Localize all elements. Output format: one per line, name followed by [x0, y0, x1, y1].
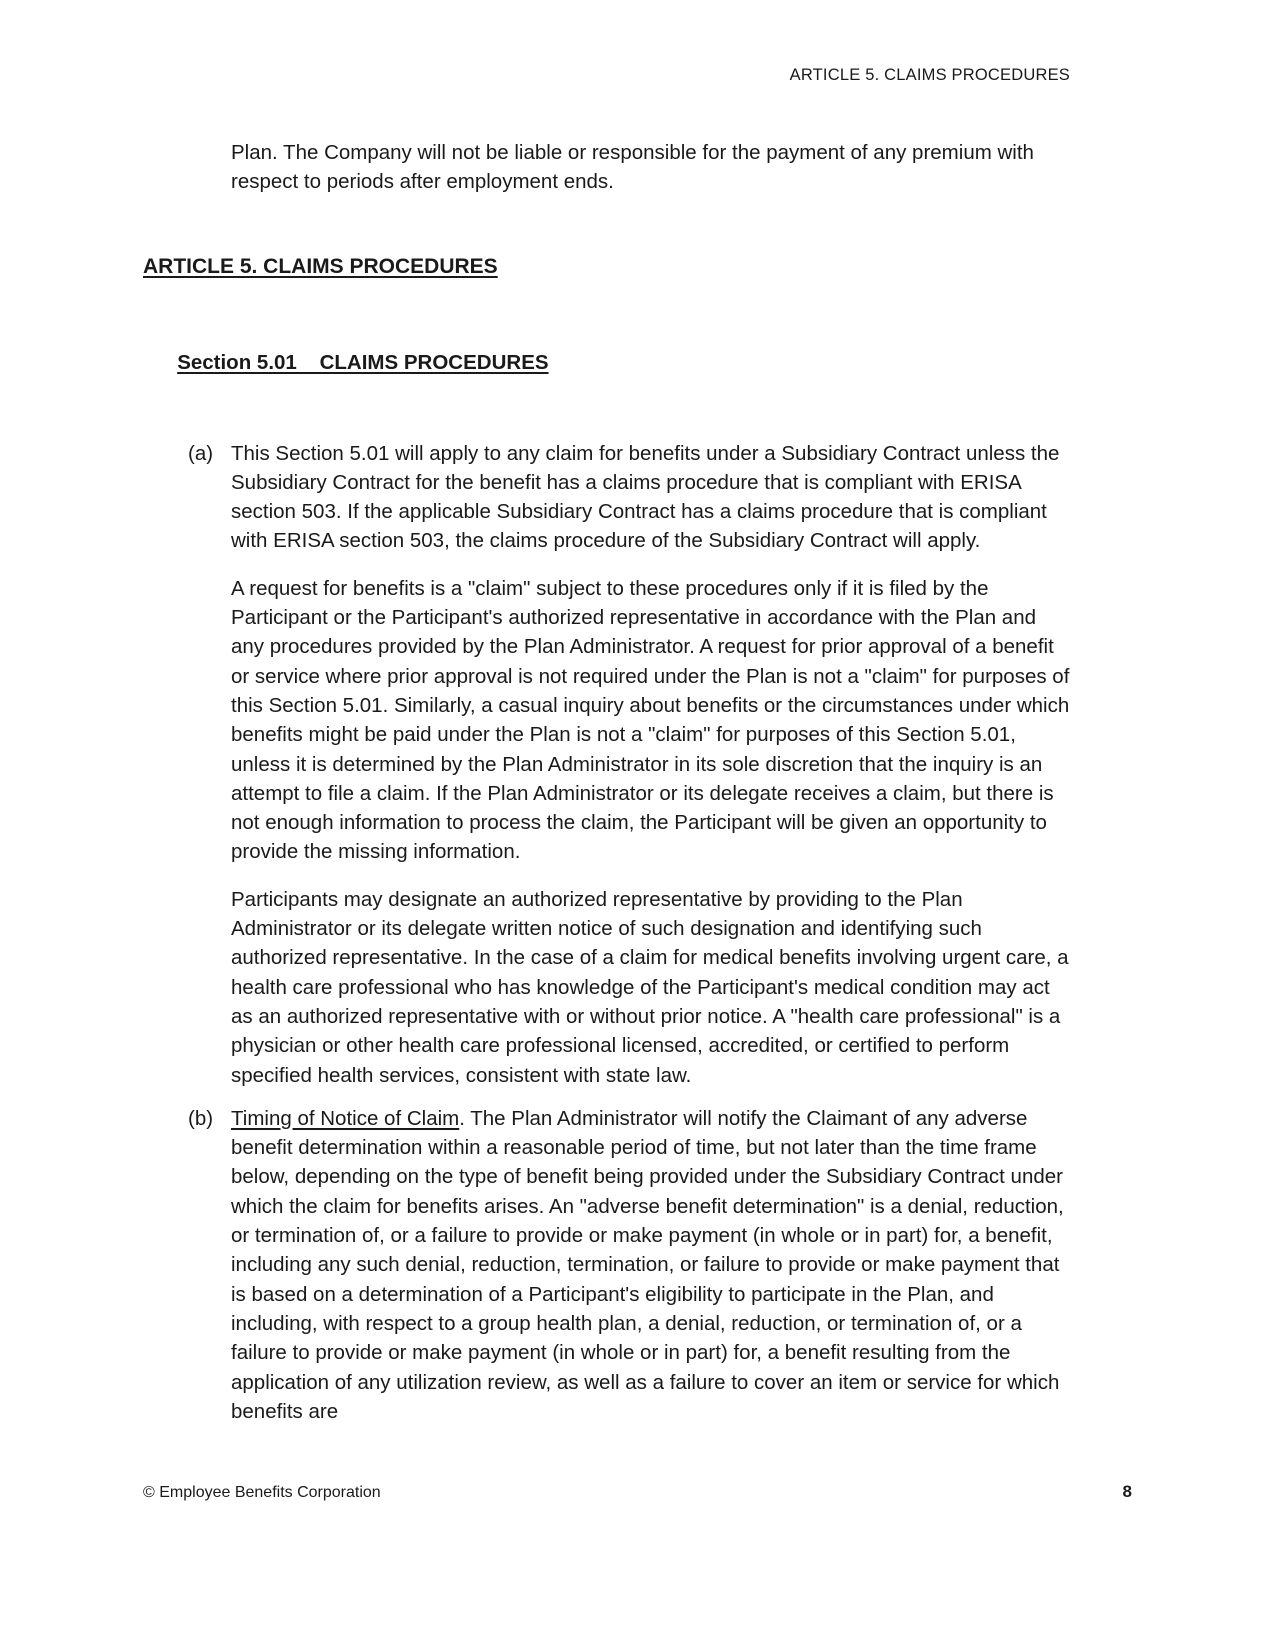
- list-gap: [143, 1090, 1073, 1104]
- section-heading-text: Section 5.01 CLAIMS PROCEDURES: [177, 350, 549, 374]
- footer-copyright: © Employee Benefits Corporation: [143, 1484, 381, 1501]
- lettered-list: [143, 439, 1073, 1427]
- paragraph: A request for benefits is a "claim" subject to these procedures only if it is filed by the Participant or the Participant's authorized representative in accordance with the Plan and any procedures provided by the Plan Administrator. A request for prior approval of a benefit or service where prior approval is not required under the Plan is not a "claim" for purposes of this Section 5.01. Similarly, a casual inquiry about benefits or the circumstances under which benefits might be paid under the Plan is not a "claim" for purposes of this Section 5.01, unless it is determined by the Plan Administrator in its sole discretion that the inquiry is an attempt to file a claim. If the Plan Administrator or its delegate receives a claim, but there is not enough information to process the claim, the Participant will be given an opportunity to provide the missing information.: [231, 576, 1070, 864]
- paragraph: Participants may designate an authorized representative by providing to the Plan Administrator or its delegate written notice of such designation and identifying such authorized representative. In the case of a claim for medical benefits involving urgent care, a health care professional who has knowledge of the Participant's medical condition may act as an authorized representative with or without prior notice. A "health care professional" is a physician or other health care professional licensed, accredited, or certified to perform specified health services, consistent with state law.: [231, 887, 1069, 1087]
- list-marker-a: (a): [188, 441, 214, 465]
- paragraph: [231, 1104, 1073, 1426]
- article-heading: [143, 253, 1073, 281]
- page-footer: [143, 1482, 1132, 1502]
- list-item-body-a: [231, 439, 1073, 1090]
- continued-paragraph: Plan. The Company will not be liable or responsible for the payment of any premium with respect to periods after employment ends.: [231, 141, 1034, 194]
- running-header: ARTICLE 5. CLAIMS PROCEDURES: [789, 66, 1070, 84]
- list-item: [143, 439, 1073, 1090]
- article-heading-text: ARTICLE 5. CLAIMS PROCEDURES: [143, 254, 498, 278]
- paragraph-rest: . The Plan Administrator will notify the Claimant of any adverse benefit determination within a reasonable period of time, but not later than the time frame below, depending on the type of benefit being provided under the Subsidiary Contract under which the claim for benefits arises. An "adverse benefit determination" is a denial, reduction, or termination of, or a failure to provide or make payment (in whole or in part) for, a benefit, including any such denial, reduction, termination, or failure to provide or make payment that is based on a determination of a Participant's eligibility to participate in the Plan, and including, with respect to a group health plan, a denial, reduction, or termination of, or a failure to provide or make payment (in whole or in part) for, a benefit resulting from the application of any utilization review, as well as a failure to cover an item or service for which benefits are: [231, 1106, 1064, 1423]
- document-body: [143, 138, 1073, 1426]
- list-marker-b: (b): [188, 1106, 214, 1130]
- footer-page-number: 8: [1122, 1482, 1132, 1501]
- list-item-body-b: [231, 1104, 1073, 1426]
- lead-in-underlined: Timing of Notice of Claim: [231, 1106, 460, 1130]
- paragraph: This Section 5.01 will apply to any claim for benefits under a Subsidiary Contract unless the Subsidiary Contract for the benefit has a claims procedure that is compliant with ERISA section 503. If the applicable Subsidiary Contract has a claims procedure that is compliant with ERISA section 503, the claims procedure of the Subsidiary Contract will apply.: [231, 441, 1060, 553]
- section-heading: [143, 321, 1073, 405]
- list-item: [143, 1104, 1073, 1426]
